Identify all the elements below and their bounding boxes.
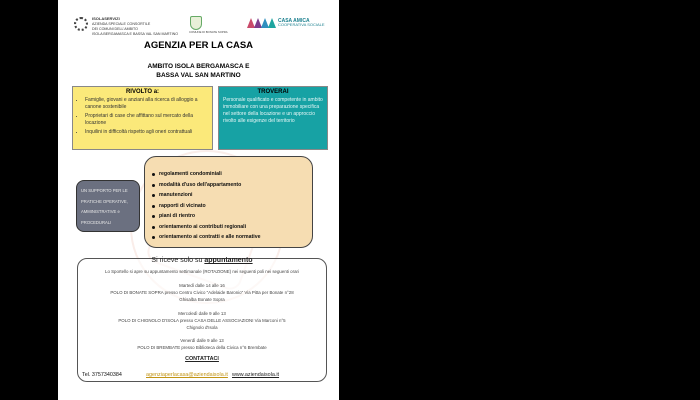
service-item: modalità d'uso dell'appartamento <box>159 180 312 191</box>
logo-line: ISOLASERVIZI <box>92 16 120 21</box>
website-link[interactable]: www.aziendaisola.it <box>232 372 280 378</box>
flyer-page <box>58 0 339 400</box>
schedule-line: Chignolo d'Isola <box>186 325 218 330</box>
service-item: orientamento ai contributi regionali <box>159 222 312 233</box>
schedule-line: Ghisalba Bonate Sopra <box>179 297 225 302</box>
support-line: UN SUPPORTO PER LE <box>81 188 128 193</box>
phone-number[interactable]: Tel. 3757340384 <box>82 372 122 378</box>
crest-label: COMUNE DI BONATE SOPRA <box>189 30 228 34</box>
contatti-label: CONTATTACI <box>185 356 219 362</box>
schedule-line: POLO DI BONATE SOPRA presso Centro Civico "Adelaide Baronio" Via Pitta per Bonate n°28 <box>110 290 294 295</box>
municipal-crest <box>189 16 228 34</box>
logo-line: DEI COMUNI DELL'AMBITO <box>92 27 138 31</box>
schedule-line: POLO DI CHIGNOLO D'ISOLA presso CASA DELLE ASSOCIAZIONI Via Marconi n°5 <box>118 318 286 323</box>
service-item: manutenzioni <box>159 190 312 201</box>
schedule-line: Martedì dalle 14 alle 16 <box>179 283 225 288</box>
rivolto-item: • Proprietari di case che affittano sul mercato della locazione <box>85 113 212 127</box>
appointment-prefix: Si riceve solo su <box>151 257 205 264</box>
support-box <box>76 180 140 232</box>
troverai-heading: TROVERAI <box>257 89 289 95</box>
subtitle-line: AMBITO ISOLA BERGAMASCA E <box>147 63 250 70</box>
schedule-line: Mercoledì dalle 9 alle 13 <box>178 311 226 316</box>
logo-line: CASA AMICA <box>278 17 310 24</box>
schedule-line: POLO DI BREMBATE presso Biblioteca della Civica n°6 Brembate <box>137 345 267 350</box>
troverai-box <box>218 86 328 150</box>
service-item: orientamento ai contratti e alle normative <box>159 232 312 243</box>
aam-triangles-icon <box>247 18 275 28</box>
service-item: rapporti di vicinato <box>159 201 312 212</box>
contact-intro: Lo Sportello si apre su appuntamento settimanale (ROTAZIONE) nei seguenti poli nei seguenti orari <box>105 269 299 274</box>
service-item: regolamenti condominiali <box>159 169 312 180</box>
schedule-line: Venerdì dalle 9 alle 13 <box>180 338 224 343</box>
rivolto-item: • Inquilini in difficoltà rispetto agli oneri contrattuali <box>85 129 212 136</box>
contact-box <box>77 258 327 382</box>
page-subtitle <box>58 62 339 80</box>
rivolto-box <box>72 86 213 150</box>
shield-icon <box>190 16 202 30</box>
logo-line: COOPERATIVA SOCIALE <box>278 22 325 27</box>
logo-line: AZIENDA SPECIALE CONSORTILE <box>92 22 151 26</box>
rivolto-heading: RIVOLTO a: <box>125 89 160 95</box>
page-title: AGENZIA PER LA CASA <box>143 40 254 51</box>
support-line: PROCEDURALI <box>81 219 112 225</box>
isolaservizi-logo <box>74 17 178 36</box>
email-link[interactable]: agenziaperlacasa@aziendaisola.it <box>146 372 228 378</box>
support-line: PRATICHE OPERATIVE, <box>81 198 128 204</box>
services-box <box>144 156 313 248</box>
service-item: piani di rientro <box>159 211 312 222</box>
casa-amica-logo <box>247 18 325 28</box>
logo-line: ISOLA BERGAMASCA E BASSA VAL SAN MARTINO <box>92 32 179 36</box>
appointment-heading <box>78 257 326 264</box>
rivolto-item: • Famiglie, giovani e anziani alla ricerca di alloggio a canone sostenibile <box>85 97 212 111</box>
dotted-ring-icon <box>74 17 88 31</box>
troverai-text: Personale qualificato e competente in ambito immobiliare con una preparazione specifica nel settore della locazione e un approccio rivolto alle esigenze del territorio <box>223 97 323 124</box>
support-line: AMMINISTRATIVE e <box>81 209 120 214</box>
subtitle-line: BASSA VAL SAN MARTINO <box>156 72 241 79</box>
appointment-bold: appuntamento <box>204 257 253 264</box>
